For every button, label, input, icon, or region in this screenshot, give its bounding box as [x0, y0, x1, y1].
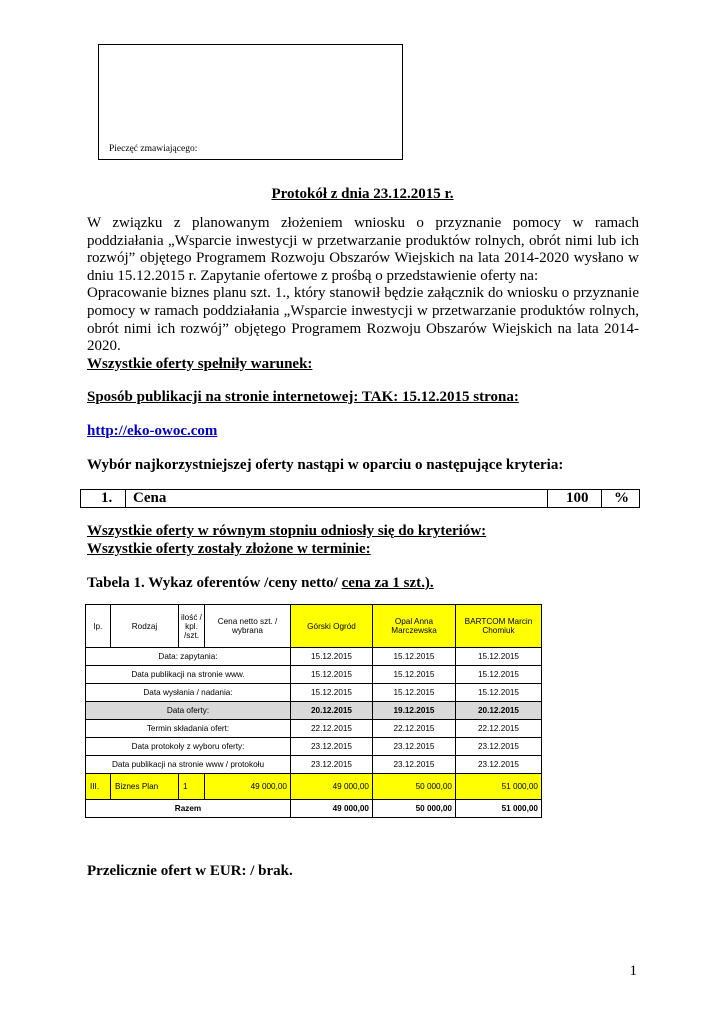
item-offer-3: 51 000,00	[456, 774, 542, 800]
row-value: 15.12.2015	[291, 666, 373, 684]
header-offerer-1: Górski Ogród	[291, 605, 373, 648]
intro-paragraph-1: W związku z planowanym złożeniem wniosku o przyznanie pomocy w ramach poddziałania „Wsparcie inwestycji w przetwarzanie produktów rolnych, obrót nimi lub ich rozwój” objętego Programem Rozwoju Obszarów Wiejskich na lata 2014-2020 wysłano w dniu 15.12.2015 r. Zapytanie ofertowe z prośbą o przedstawienie oferty na:	[87, 215, 639, 284]
row-label: Termin składania ofert:	[86, 720, 291, 738]
table-title	[87, 575, 434, 592]
total-offer-3: 51 000,00	[456, 800, 542, 818]
criteria-name: Cena	[133, 490, 167, 506]
condition-heading: Wszystkie oferty spełniły warunek:	[87, 355, 313, 372]
row-label: Data protokoły z wyboru oferty:	[86, 738, 291, 756]
header-ilosc: ilość / kpl. /szt.	[179, 605, 205, 648]
row-value: 15.12.2015	[291, 684, 373, 702]
item-qty: 1	[179, 774, 205, 800]
total-offer-1: 49 000,00	[291, 800, 373, 818]
item-price: 49 000,00	[205, 774, 291, 800]
row-value: 15.12.2015	[373, 684, 456, 702]
total-label: Razem	[86, 800, 291, 818]
stamp-box	[98, 44, 403, 160]
row-value: 22.12.2015	[456, 720, 542, 738]
table-header-row	[86, 605, 542, 648]
row-value: 15.12.2015	[373, 666, 456, 684]
intro-text	[87, 215, 639, 373]
table-row	[86, 666, 542, 684]
table-title-part1: Tabela 1. Wykaz oferentów /ceny netto/	[87, 575, 342, 591]
criteria-unit: %	[614, 490, 629, 506]
header-lp: lp.	[86, 605, 111, 648]
offers-table	[85, 604, 542, 818]
table-row	[86, 702, 542, 720]
row-value: 19.12.2015	[373, 702, 456, 720]
page-number: 1	[629, 963, 637, 979]
criteria-divider	[601, 490, 602, 507]
row-value: 15.12.2015	[456, 684, 542, 702]
total-row	[86, 800, 542, 818]
table-row	[86, 648, 542, 666]
row-value: 23.12.2015	[291, 738, 373, 756]
table-title-part2: cena za 1 szt.).	[341, 575, 434, 591]
criteria-weight: 100	[566, 490, 589, 506]
row-value: 23.12.2015	[373, 756, 456, 774]
criteria-heading: Wybór najkorzystniejszej oferty nastąpi w oparciu o następujące kryteria:	[87, 457, 564, 473]
criteria-number: 1.	[101, 490, 113, 506]
row-value: 23.12.2015	[373, 738, 456, 756]
row-value: 22.12.2015	[373, 720, 456, 738]
website-link[interactable]: http://eko-owoc.com	[87, 423, 218, 439]
table-row	[86, 684, 542, 702]
publication-line: Sposób publikacji na stronie internetowej: TAK: 15.12.2015 strona:	[87, 389, 519, 405]
row-label: Data wysłania / nadania:	[86, 684, 291, 702]
criteria-divider	[547, 490, 548, 507]
statement-criteria: Wszystkie oferty w równym stopniu odniosły się do kryteriów:	[87, 523, 487, 539]
header-cena: Cena netto szt. / wybrana	[205, 605, 291, 648]
row-value: 15.12.2015	[373, 648, 456, 666]
table-row	[86, 720, 542, 738]
row-value: 23.12.2015	[456, 738, 542, 756]
row-label: Data: zapytania:	[86, 648, 291, 666]
row-value: 20.12.2015	[291, 702, 373, 720]
item-offer-1: 49 000,00	[291, 774, 373, 800]
row-label: Data oferty:	[86, 702, 291, 720]
item-offer-2: 50 000,00	[373, 774, 456, 800]
row-value: 23.12.2015	[456, 756, 542, 774]
statement-deadline: Wszystkie oferty zostały złożone w terminie:	[87, 541, 371, 557]
header-offerer-2: Opal Anna Marczewska	[373, 605, 456, 648]
criteria-divider	[125, 490, 126, 507]
table-row	[86, 738, 542, 756]
stamp-label: Pieczęć zmawiającego:	[109, 144, 198, 154]
item-rodzaj: Biznes Plan	[111, 774, 179, 800]
total-offer-2: 50 000,00	[373, 800, 456, 818]
header-offerer-3: BARTCOM Marcin Chomiuk	[456, 605, 542, 648]
row-value: 23.12.2015	[291, 756, 373, 774]
row-value: 22.12.2015	[291, 720, 373, 738]
row-label: Data publikacji na stronie www.	[86, 666, 291, 684]
row-value: 15.12.2015	[456, 666, 542, 684]
row-value: 15.12.2015	[291, 648, 373, 666]
row-label: Data publikacji na stronie www / protokołu	[86, 756, 291, 774]
item-row	[86, 774, 542, 800]
page-title: Protokół z dnia 23.12.2015 r.	[271, 186, 454, 202]
table-row	[86, 756, 542, 774]
eur-conversion: Przelicznie ofert w EUR: / brak.	[87, 863, 293, 879]
item-lp: III.	[86, 774, 111, 800]
row-value: 15.12.2015	[456, 648, 542, 666]
intro-paragraph-2: Opracowanie biznes planu szt. 1., który stanowił będzie załącznik do wniosku o przyznanie pomocy w ramach poddziałania „Wsparcie inwestycji w przetwarzanie produktów rolnych, obrót nimi ich rozwój” objętego Programem Rozwoju Obszarów Wiejskich na lata 2014-2020.	[87, 285, 639, 355]
row-value: 20.12.2015	[456, 702, 542, 720]
criteria-table	[80, 489, 640, 508]
header-rodzaj: Rodzaj	[111, 605, 179, 648]
